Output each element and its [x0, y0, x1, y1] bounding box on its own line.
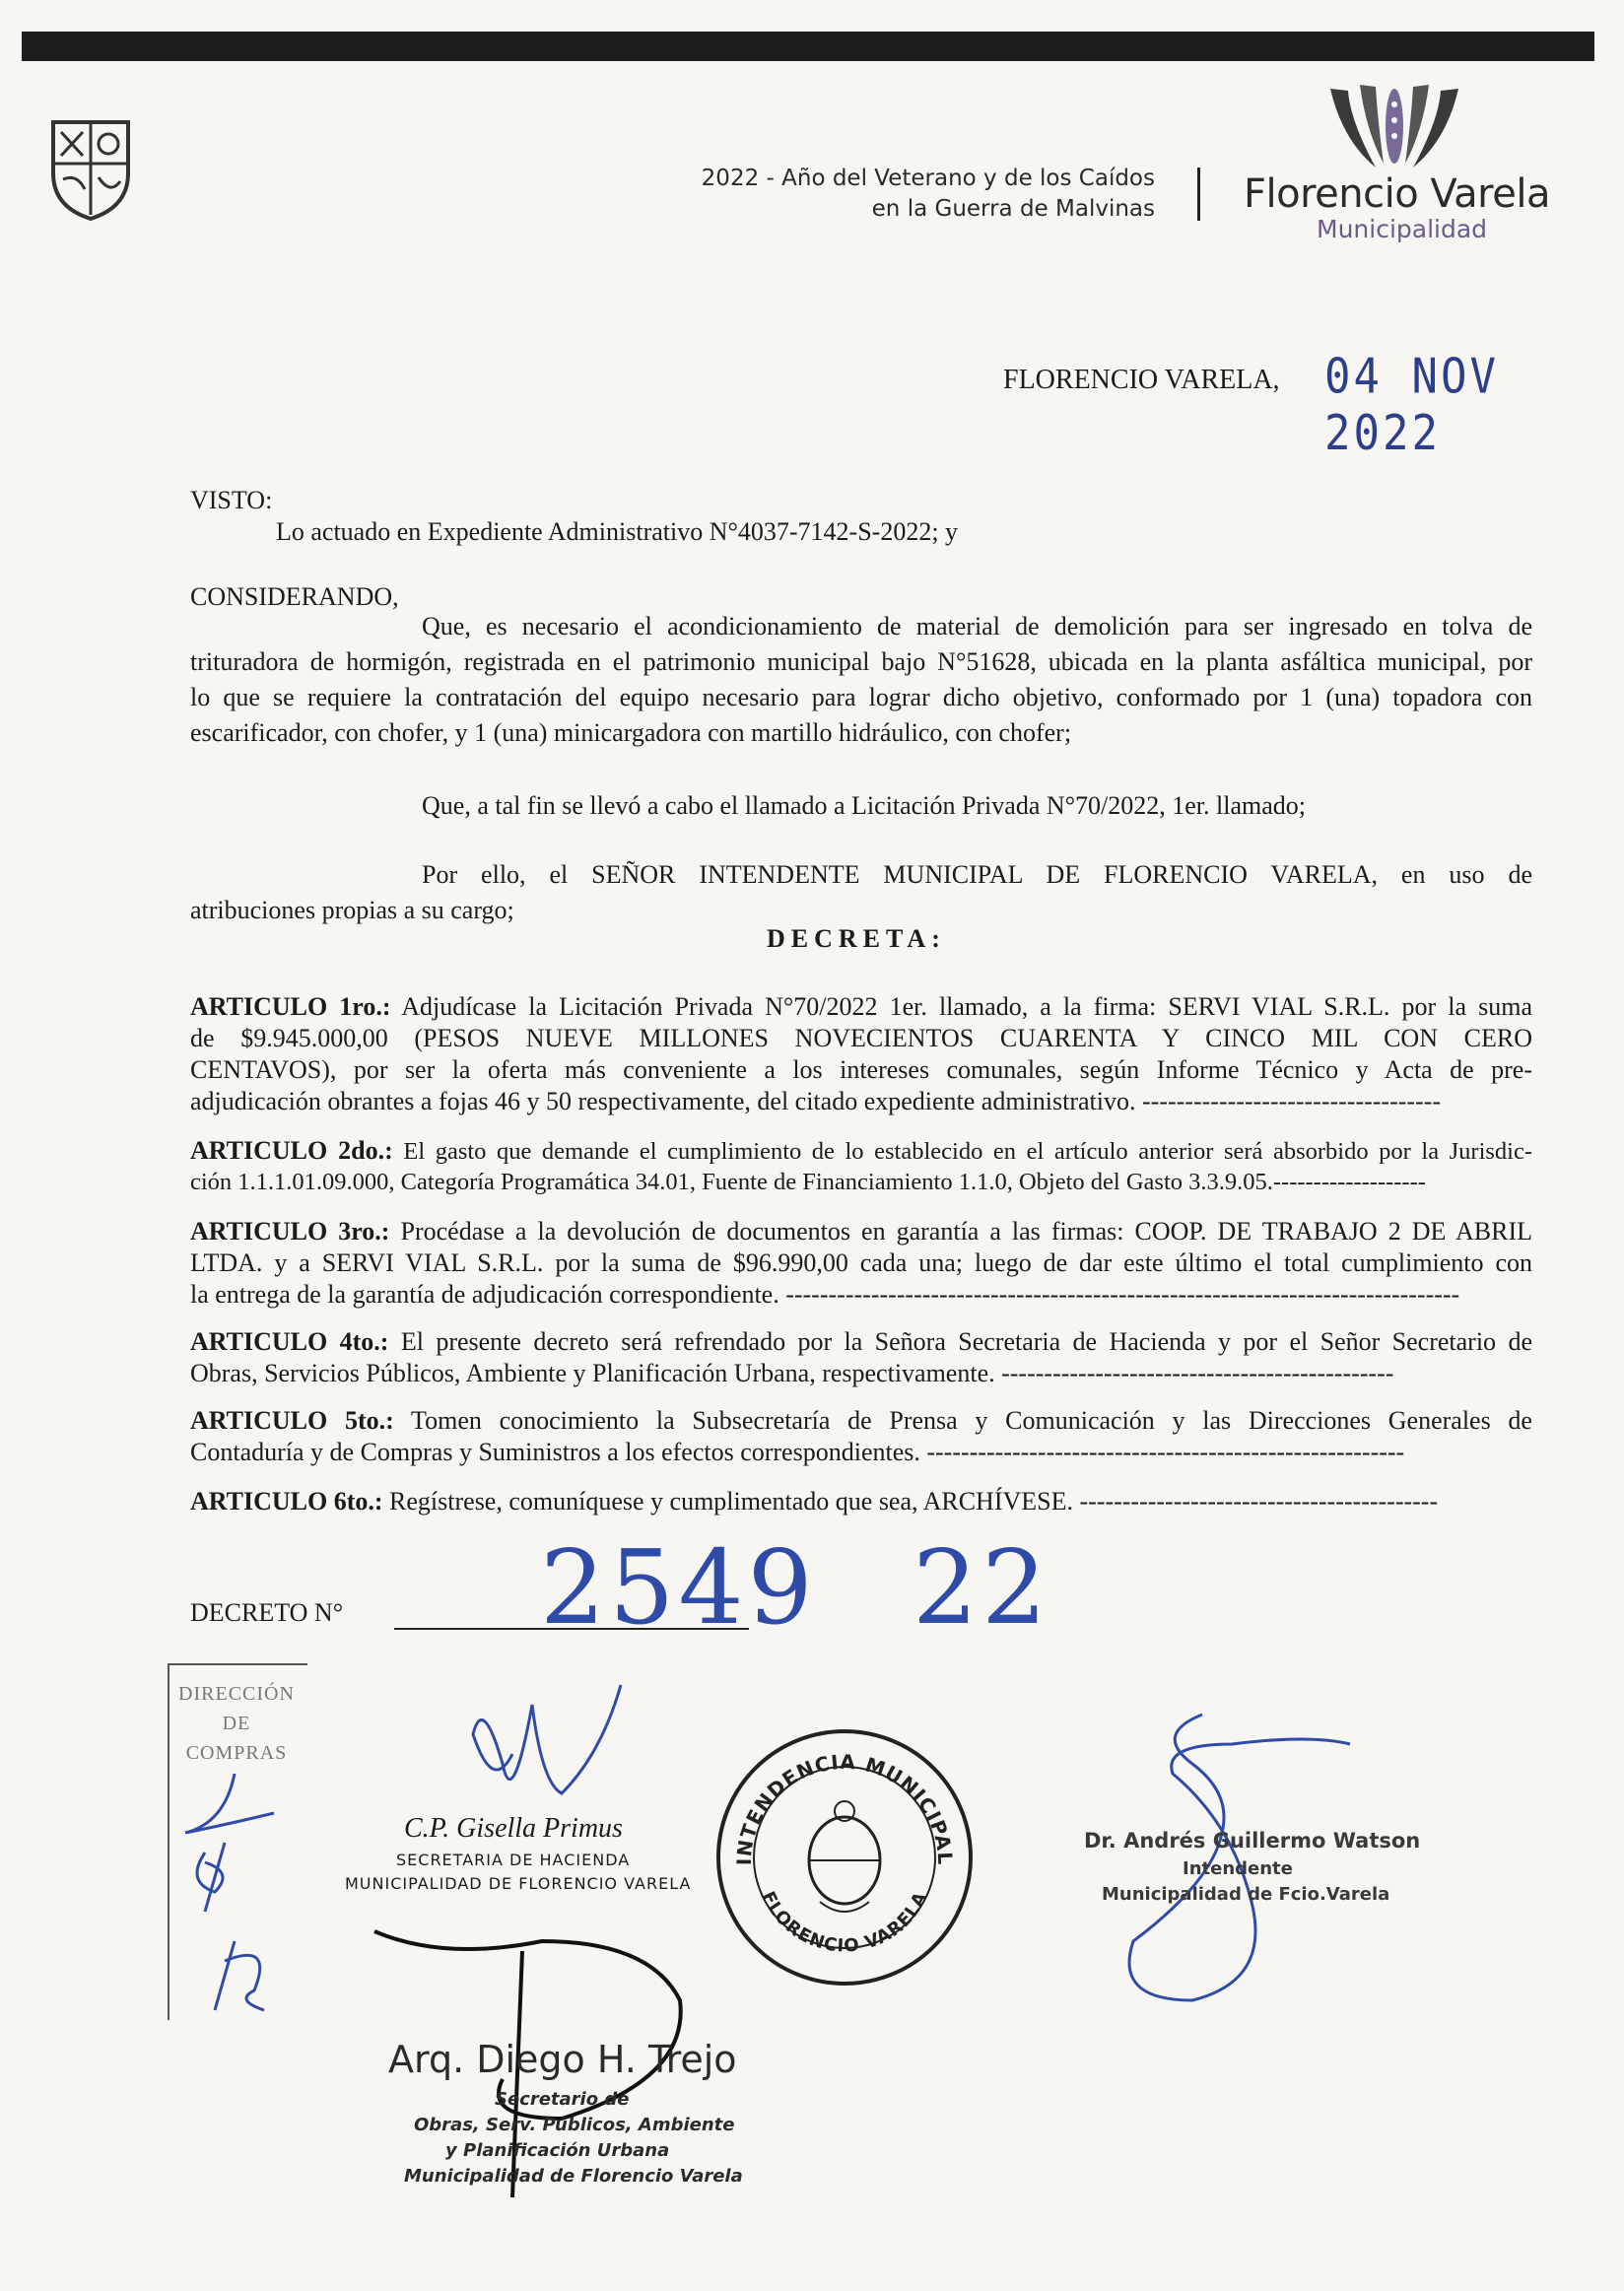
article-6-label: ARTICULO 6to.: — [190, 1487, 383, 1516]
article-5-label: ARTICULO 5to.: — [190, 1406, 394, 1435]
primus-role: SECRETARIA DE HACIENDA — [396, 1851, 631, 1869]
trejo-role: Obras, Serv. Públicos, Ambiente — [414, 2115, 735, 2135]
date-stamp: 04 NOV 2022 — [1324, 348, 1499, 462]
header-divider — [1197, 168, 1200, 221]
article-6-line — [190, 1486, 1532, 1517]
compras-stamp-text — [169, 1679, 304, 1768]
motto-line-2: en la Guerra de Malvinas — [871, 196, 1155, 222]
logo-name: Florencio Varela — [1244, 171, 1550, 217]
article-4-line — [190, 1326, 1532, 1358]
primus-name: C.P. Gisella Primus — [404, 1813, 623, 1844]
municipal-seal — [711, 1724, 978, 1990]
municipal-crest-icon — [47, 116, 134, 223]
considerando-label: CONSIDERANDO, — [190, 582, 399, 611]
seal-top-text: INTENDENCIA MUNICIPAL — [731, 1749, 958, 1866]
article-3-label: ARTICULO 3ro.: — [190, 1217, 390, 1246]
paragraph-line: Que, a tal fin se llevó a cabo el llamado a Licitación Privada N°70/2022, 1er. llamado; — [422, 791, 1306, 820]
seal-bottom-text: FLORENCIO VARELA — [757, 1888, 932, 1957]
header-motto — [552, 164, 1155, 225]
article-2-line: ción 1.1.1.01.09.000, Categoría Programática 34.01, Fuente de Financiamiento 1.1.0, Objeto del Gasto 3.3.9.05.------------------- — [190, 1169, 1426, 1195]
paragraph-line: lo que se requiere la contratación del equipo necesario para lograr dicho objetivo, conformado por 1 (una) topadora con — [190, 683, 1532, 711]
scan-top-band — [22, 32, 1594, 61]
article-2-line — [190, 1135, 1532, 1168]
trejo-role: Municipalidad de Florencio Varela — [404, 2166, 743, 2187]
article-5-text: Tomen conocimiento la Subsecretaría de Prensa y Comunicación y las Direcciones Generales de — [411, 1406, 1532, 1435]
article-6-text: Regístrese, comuníquese y cumplimentado que sea, ARCHÍVESE. ------------------------------------------ — [389, 1487, 1439, 1516]
decreta-heading: DECRETA: — [767, 924, 946, 953]
visto-text: Lo actuado en Expediente Administrativo N°4037-7142-S-2022; y — [276, 517, 959, 546]
svg-text:FLORENCIO VARELA — [757, 1888, 931, 1957]
paragraph-line: trituradora de hormigón, registrada en el patrimonio municipal bajo N°51628, ubicada en la planta asfáltica municipal, por — [190, 647, 1532, 676]
article-1-line — [190, 991, 1532, 1023]
paragraph-line: atribuciones propias a su cargo; — [190, 896, 514, 924]
decree-number: 2549 — [540, 1527, 817, 1648]
decree-year: 22 — [913, 1527, 1051, 1648]
compras-stamp-line: COMPRAS — [185, 1742, 288, 1764]
article-2-text: El gasto que demande el cumplimiento de lo establecido en el artículo anterior será absorbido por la Jurisdic- — [403, 1138, 1533, 1165]
trejo-role: Secretario de — [495, 2089, 630, 2110]
article-1-line: de $9.945.000,00 (PESOS NUEVE MILLONES NOVECIENTOS CUARENTA Y CINCO MIL CON CERO — [190, 1024, 1532, 1052]
article-3-line: LTDA. y a SERVI VIAL S.R.L. por la suma de $96.990,00 cada una; luego de dar este último el total cumplimiento con — [190, 1248, 1532, 1277]
decree-number-label: DECRETO N° — [190, 1598, 344, 1627]
compras-stamp-line: DE — [222, 1713, 251, 1734]
motto-line-1: 2022 - Año del Veterano y de los Caídos — [701, 166, 1155, 191]
article-5-line: Contaduría y de Compras y Suministros a los efectos correspondientes. -------------------------------------------------------- — [190, 1438, 1405, 1466]
article-1-line: adjudicación obrantes a fojas 46 y 50 respectivamente, del citado expediente administrativo. ----------------------------------- — [190, 1087, 1442, 1115]
article-3-text: Procédase a la devolución de documentos en garantía a las firmas: COOP. DE TRABAJO 2 DE ABRIL — [400, 1217, 1532, 1246]
article-3-line — [190, 1216, 1532, 1247]
article-1-label: ARTICULO 1ro.: — [190, 992, 391, 1021]
article-3-line: la entrega de la garantía de adjudicación correspondiente. ------------------------------------------------------------------------------- — [190, 1280, 1460, 1309]
article-4-line: Obras, Servicios Públicos, Ambiente y Planificación Urbana, respectivamente. ---------------------------------------------- — [190, 1359, 1394, 1387]
visto-label: VISTO: — [190, 486, 273, 514]
watson-role: Intendente — [1183, 1858, 1293, 1879]
logo-subtitle: Municipalidad — [1317, 215, 1488, 243]
watson-role: Municipalidad de Fcio.Varela — [1102, 1884, 1390, 1905]
article-1-text: Adjudícase la Licitación Privada N°70/2022 1er. llamado, a la firma: SERVI VIAL S.R.L. por la suma — [401, 992, 1532, 1021]
paragraph-line: Que, es necesario el acondicionamiento de material de demolición para ser ingresado en tolva de — [422, 612, 1532, 640]
paragraph-line: Por ello, el SEÑOR INTENDENTE MUNICIPAL DE FLORENCIO VARELA, en uso de — [422, 860, 1532, 889]
initials-signatures — [166, 1764, 313, 2020]
article-4-text: El presente decreto será refrendado por la Señora Secretaria de Hacienda y por el Señor Secretario de — [400, 1327, 1532, 1356]
article-5-line — [190, 1405, 1532, 1437]
florencio-varela-logo-icon — [1320, 81, 1468, 175]
watson-name: Dr. Andrés Guillermo Watson — [1084, 1829, 1421, 1853]
place-label: FLORENCIO VARELA, — [1003, 365, 1280, 395]
article-4-label: ARTICULO 4to.: — [190, 1327, 389, 1356]
paragraph-line: escarificador, con chofer, y 1 (una) minicargadora con martillo hidráulico, con chofer; — [190, 718, 1072, 747]
trejo-name: Arq. Diego H. Trejo — [388, 2038, 737, 2081]
compras-stamp-line: DIRECCIÓN — [178, 1683, 295, 1705]
primus-role: MUNICIPALIDAD DE FLORENCIO VARELA — [345, 1874, 692, 1893]
svg-text:INTENDENCIA MUNICIPAL — [732, 1750, 957, 1866]
article-1-line: CENTAVOS), por ser la oferta más conveniente a los intereses comunales, según Informe Técnico y Acta de pre- — [190, 1055, 1532, 1084]
seal-coat-of-arms-icon — [809, 1801, 880, 1912]
article-2-label: ARTICULO 2do.: — [190, 1136, 393, 1165]
trejo-role: y Planificación Urbana — [445, 2140, 670, 2161]
